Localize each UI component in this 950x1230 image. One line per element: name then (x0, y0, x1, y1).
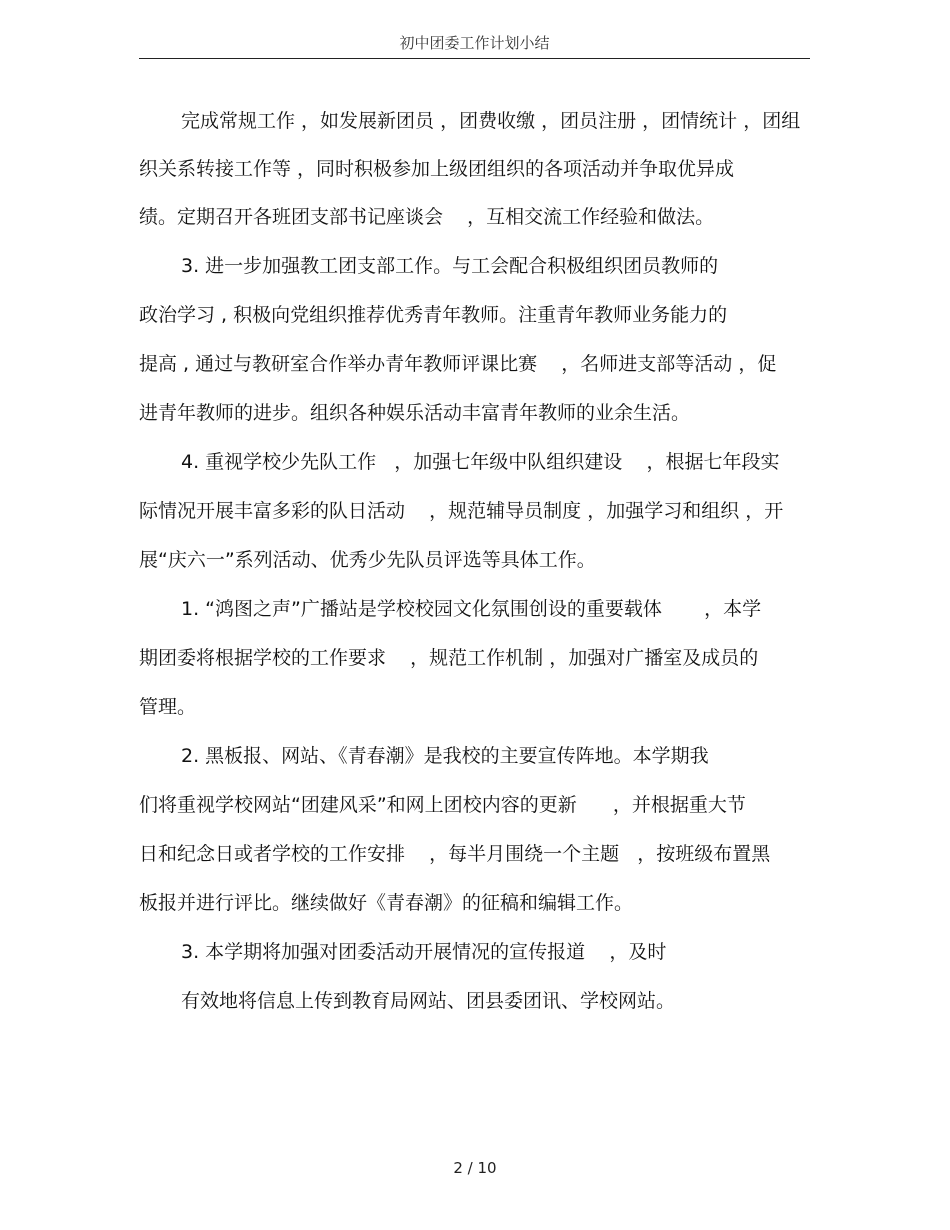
text-line: 进青年教师的进步。组织各种娱乐活动丰富青年教师的业余生活。 (139, 402, 691, 424)
text-line: 际情况开展丰富多彩的队日活动 ，规范辅导员制度 ，加强学习和组织 ，开 (139, 500, 784, 522)
text-line: 3. 进一步加强教工团支部工作。与工会配合积极组织团员教师的 (181, 255, 719, 277)
document-title: 初中团委工作计划小结 (399, 34, 550, 52)
text-line: 2. 黑板报、网站、《青春潮》是我校的主要宣传阵地。本学期我 (181, 745, 709, 767)
text-line: 提高 , 通过与教研室合作举办青年教师评课比赛 ，名师进支部等活动 ，促 (139, 353, 777, 375)
text-line: 有效地将信息上传到教育局网站、团县委团讯、学校网站。 (181, 990, 676, 1012)
text-line: 期团委将根据学校的工作要求 ，规范工作机制 ，加强对广播室及成员的 (139, 647, 759, 669)
text-line: 们将重视学校网站“团建风采”和网上团校内容的更新 ，并根据重大节 (139, 794, 746, 816)
text-line: 日和纪念日或者学校的工作安排 ，每半月围绕一个主题 ，按班级布置黑 (139, 843, 771, 865)
page-header (139, 28, 810, 59)
text-line: 织关系转接工作等 ，同时积极参加上级团组织的各项活动并争取优异成 (139, 158, 735, 180)
text-line: 3. 本学期将加强对团委活动开展情况的宣传报道 ，及时 (181, 941, 667, 963)
text-line: 管理。 (139, 696, 197, 718)
text-line: 绩。定期召开各班团支部书记座谈会 ，互相交流工作经验和做法。 (139, 206, 715, 228)
text-line: 4. 重视学校少先队工作 ，加强七年级中队组织建设 ，根据七年段实 (181, 451, 780, 473)
text-line: 板报并进行评比。继续做好《青春潮》的征稿和编辑工作。 (139, 892, 634, 914)
text-line: 1. “鸿图之声”广播站是学校校园文化氛围创设的重要载体 ，本学 (181, 598, 762, 620)
text-line: 政治学习 , 积极向党组织推荐优秀青年教师。注重青年教师业务能力的 (139, 304, 728, 326)
text-line: 展“庆六一”系列活动、优秀少先队员评选等具体工作。 (139, 549, 596, 571)
page-number: 2 / 10 (453, 1159, 497, 1177)
text-line: 完成常规工作 ，如发展新团员 ，团费收缴 ，团员注册 ，团情统计 ，团组 (181, 110, 801, 132)
